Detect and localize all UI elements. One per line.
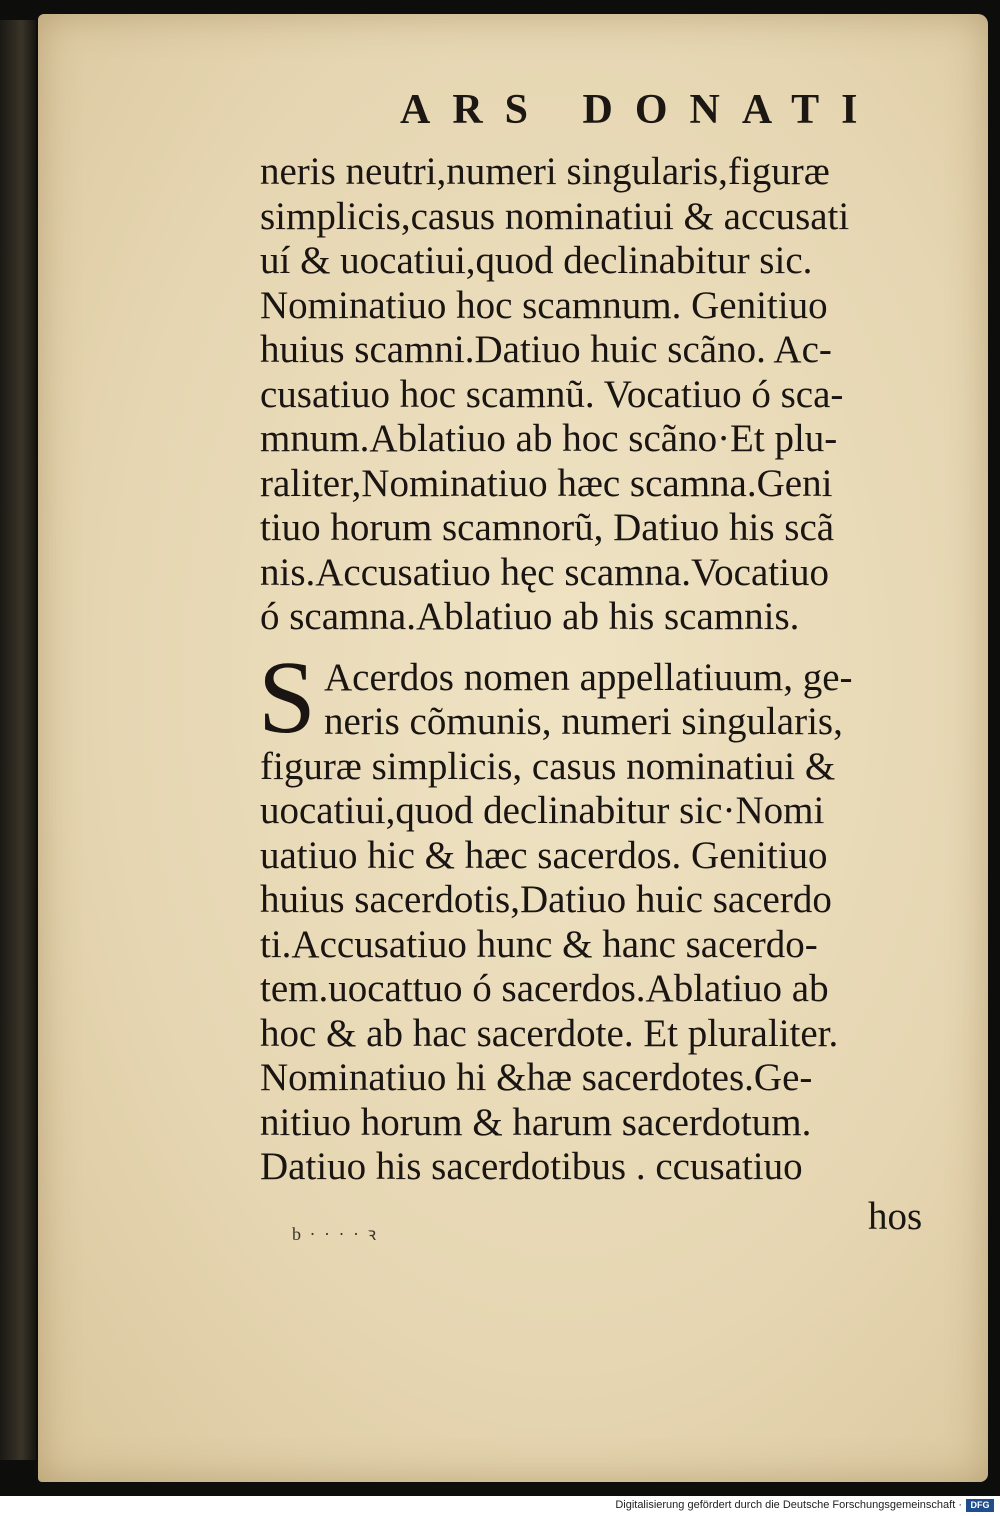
text-line: tiuo horum scamnorũ, Datiuo his scã [260, 506, 835, 549]
text-line: simplicis,casus nominatiui & accusati [260, 194, 850, 238]
dfg-logo-icon: DFG [966, 1499, 994, 1512]
catchword: hos [868, 1195, 923, 1238]
footer-credit: Digitalisierung gefördert durch die Deutsche Forschungsgemeinschaft · [615, 1499, 962, 1511]
text-line: neris neutri,numeri singularis,figuræ [260, 150, 830, 193]
text-line: hoc & ab hac sacerdote. Et pluraliter. [260, 1011, 839, 1055]
drop-cap: S [258, 639, 316, 755]
text-line: cusatiuo hoc scamnũ. Vocatiuo ó sca- [260, 372, 844, 416]
text-block [260, 150, 940, 1190]
text-line: nitiuo horum & harum sacerdotum. [260, 1100, 812, 1144]
text-line: neris cõmunis, numeri singularis, [324, 700, 843, 743]
text-line: Datiuo his sacerdotibus . ccusatiuo [260, 1145, 803, 1188]
book-gutter [0, 20, 36, 1460]
signature-marks: b · · · · ꝛ [292, 1224, 379, 1244]
text-line: Nominatiuo hoc scamnum. Genitiuo [260, 283, 828, 327]
text-line: uatiuo hic & hæc sacerdos. Genitiuo [260, 833, 828, 877]
text-line: huius sacerdotis,Datiuo huic sacerdo [260, 878, 832, 921]
text-line: nis.Accusatiuo hęc scamna.Vocatiuo [260, 550, 829, 594]
text-line: huius scamni.Datiuo huic scãno. Ac- [260, 328, 832, 371]
text-line: figuræ simplicis, casus nominatiui & [260, 744, 836, 788]
text-line: uocatiui,quod declinabitur sic·Nomi [260, 789, 825, 832]
text-line: ti.Accusatiuo hunc & hanc sacerdo- [260, 922, 818, 966]
text-line: tem.uocattuo ó sacerdos.Ablatiuo ab [260, 967, 829, 1010]
paragraph-2 [258, 639, 940, 1190]
paragraph-1 [260, 150, 940, 640]
text-line: ó scamna.Ablatiuo ab his scamnis. [260, 595, 800, 638]
running-head: ARS DONATI [400, 87, 880, 133]
text-line: raliter,Nominatiuo hæc scamna.Geni [260, 461, 833, 505]
text-line: Nominatiuo hi &hæ sacerdotes.Ge- [260, 1056, 813, 1099]
text-line: uí & uocatiui,quod declinabitur sic. [260, 239, 813, 282]
text-line: mnum.Ablatiuo ab hoc scãno·Et plu- [260, 417, 838, 460]
text-line: Acerdos nomen appellatiuum, ge- [324, 655, 853, 699]
